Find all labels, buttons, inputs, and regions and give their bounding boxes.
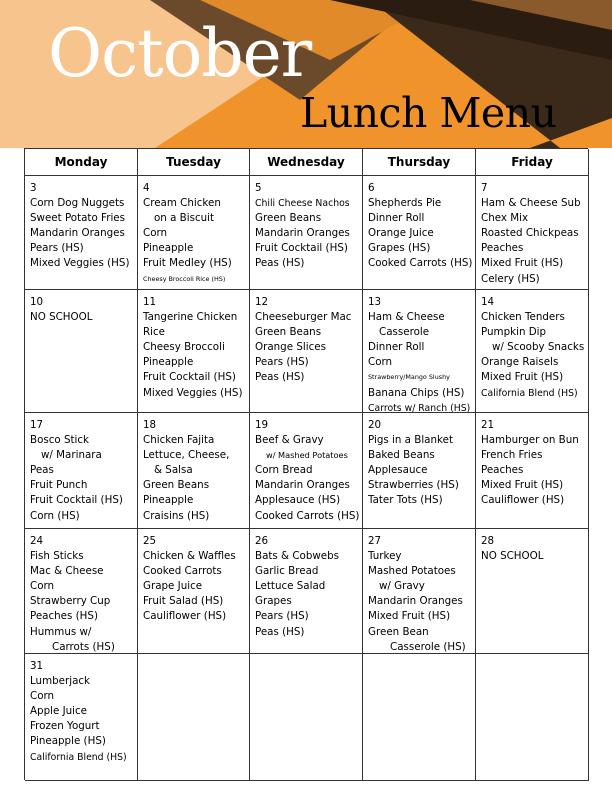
menu-item: Applesauce (HS) — [255, 494, 341, 507]
day-cell — [250, 290, 363, 413]
calendar-grid — [24, 148, 588, 780]
menu-item: Cream Chicken — [143, 197, 221, 210]
menu-item: Orange Slices — [255, 341, 326, 354]
date-number: 21 — [481, 419, 495, 431]
menu-item: Mixed Fruit (HS) — [368, 610, 451, 623]
menu-item: Mixed Fruit (HS) — [481, 257, 564, 270]
menu-item: Fruit Cocktail (HS) — [255, 242, 348, 255]
menu-item: Cheesy Broccoli — [143, 341, 225, 354]
menu-item: Celery (HS) — [481, 272, 540, 285]
menu-item: Mandarin Oranges — [255, 227, 350, 240]
menu-item: Peas — [30, 464, 54, 477]
menu-item: Ham & Cheese Sub — [481, 197, 581, 210]
date-number: 20 — [368, 419, 382, 431]
menu-item: w/ Marinara — [41, 449, 102, 462]
menu-item: Mixed Fruit (HS) — [481, 371, 564, 384]
menu-item: Sweet Potato Fries — [30, 212, 126, 225]
menu-item: Casserole (HS) — [390, 640, 466, 653]
menu-item: Dinner Roll — [368, 341, 425, 354]
day-header-monday: Monday — [25, 149, 138, 176]
menu-item: Casserole — [379, 326, 430, 339]
menu-item: w/ Mashed Potatoes — [266, 450, 348, 461]
menu-item: Lettuce, Cheese, — [143, 449, 230, 462]
date-number: 14 — [481, 296, 495, 308]
menu-item: Chicken & Waffles — [143, 550, 236, 563]
menu-item: Cooked Carrots (HS) — [368, 257, 473, 270]
menu-item: Apple Juice — [30, 705, 88, 718]
day-cell — [476, 176, 589, 290]
menu-item: Fruit Punch — [30, 479, 88, 492]
menu-item: Grapes (HS) — [368, 242, 431, 255]
day-header-tuesday: Tuesday — [138, 149, 250, 176]
date-number: 12 — [255, 296, 269, 308]
menu-item: Dinner Roll — [368, 212, 425, 225]
menu-item: Fruit Salad (HS) — [143, 595, 224, 608]
menu-item: Cauliflower (HS) — [143, 610, 227, 623]
day-cell — [250, 413, 363, 529]
date-number: 17 — [30, 419, 44, 431]
menu-item: w/ Scooby Snacks — [492, 341, 585, 354]
day-cell — [363, 654, 476, 781]
menu-item: Hummus w/ — [30, 625, 92, 638]
title-month: October — [48, 15, 312, 92]
date-number: 26 — [255, 535, 269, 547]
menu-item: Mandarin Oranges — [368, 595, 463, 608]
menu-item: Chili Cheese Nachos — [255, 198, 350, 210]
day-cell — [25, 654, 138, 781]
day-cell — [363, 176, 476, 290]
menu-item: Cooked Carrots — [143, 565, 222, 578]
menu-item: Carrots (HS) — [52, 640, 115, 653]
menu-item: Mixed Veggies (HS) — [143, 386, 243, 399]
day-cell — [25, 176, 138, 290]
menu-item: Turkey — [368, 550, 402, 563]
menu-item: Peas (HS) — [255, 257, 305, 270]
menu-item: Grapes — [255, 595, 292, 608]
day-cell — [25, 413, 138, 529]
menu-item: Pumpkin Dip — [481, 326, 547, 339]
title-subtitle: Lunch Menu — [300, 89, 557, 137]
menu-item: Cooked Carrots (HS) — [255, 509, 360, 522]
menu-item: Applesauce — [368, 464, 428, 477]
menu-item: French Fries — [481, 449, 543, 462]
date-number: 31 — [30, 660, 44, 672]
menu-item: Pineapple — [143, 356, 194, 369]
menu-item: California Blend (HS) — [30, 751, 127, 763]
menu-item: Fruit Medley (HS) — [143, 257, 232, 270]
date-number: 10 — [30, 296, 44, 308]
menu-item: Peaches (HS) — [30, 610, 98, 623]
day-cell — [138, 654, 250, 781]
day-cell — [25, 529, 138, 654]
date-number: 4 — [143, 182, 150, 194]
day-header-thursday: Thursday — [363, 149, 476, 176]
menu-item: Garlic Bread — [255, 565, 319, 578]
menu-item: Hamburger on Bun — [481, 434, 579, 447]
day-cell — [25, 290, 138, 413]
menu-item: Corn — [368, 356, 393, 369]
menu-item: Craisins (HS) — [143, 509, 210, 522]
day-cell — [476, 290, 589, 413]
menu-item: Roasted Chickpeas — [481, 227, 579, 240]
day-cell — [476, 529, 589, 654]
menu-item: Grape Juice — [143, 580, 203, 593]
menu-item: Lettuce Salad — [255, 580, 326, 593]
menu-item: Pears (HS) — [255, 610, 309, 623]
day-cell — [138, 529, 250, 654]
date-number: 25 — [143, 535, 157, 547]
menu-item: Rice — [143, 326, 166, 339]
menu-item: Pineapple — [143, 242, 194, 255]
menu-item: Baked Beans — [368, 449, 435, 462]
menu-item: Pears (HS) — [30, 242, 84, 255]
menu-item: Mixed Fruit (HS) — [481, 479, 564, 492]
menu-item: Peas (HS) — [255, 371, 305, 384]
menu-item: Mashed Potatoes — [368, 565, 456, 578]
menu-item: Peas (HS) — [255, 625, 305, 638]
day-cell — [250, 529, 363, 654]
date-number: 13 — [368, 296, 382, 308]
date-number: 7 — [481, 182, 488, 194]
menu-item: Green Bean — [368, 625, 429, 638]
day-header-wednesday: Wednesday — [250, 149, 363, 176]
menu-item: Strawberry Cup — [30, 595, 111, 608]
menu-item: California Blend (HS) — [481, 387, 578, 399]
menu-item: Mac & Cheese — [30, 565, 104, 578]
menu-item: on a Biscuit — [154, 212, 215, 225]
menu-item: Shepherds Pie — [368, 197, 442, 210]
menu-item: Corn Dog Nuggets — [30, 197, 125, 210]
menu-item: Banana Chips (HS) — [368, 386, 465, 399]
menu-item: Corn Bread — [255, 464, 313, 477]
menu-item: Peaches — [481, 464, 524, 477]
menu-item: Ham & Cheese — [368, 311, 445, 324]
day-cell — [363, 529, 476, 654]
menu-item: Cheesy Broccoli Rice (HS) — [143, 274, 226, 283]
menu-item: Chicken Tenders — [481, 311, 565, 324]
date-number: 24 — [30, 535, 44, 547]
menu-item: Orange Raisels — [481, 356, 559, 369]
date-number: 3 — [30, 182, 37, 194]
menu-item: Pineapple — [143, 494, 194, 507]
menu-item: Chex Mix — [481, 212, 529, 225]
day-cell — [476, 654, 589, 781]
menu-item: Green Beans — [143, 479, 210, 492]
date-number: 11 — [143, 296, 157, 308]
menu-item: Corn — [30, 690, 55, 703]
menu-item: Green Beans — [255, 326, 322, 339]
menu-item: Frozen Yogurt — [30, 720, 100, 733]
menu-item: Lumberjack — [30, 675, 91, 688]
day-cell — [250, 654, 363, 781]
date-number: 28 — [481, 535, 495, 547]
menu-item: Orange Juice — [368, 227, 434, 240]
menu-item: Strawberry/Mango Slushy — [368, 373, 450, 382]
date-number: 6 — [368, 182, 375, 194]
menu-item: & Salsa — [154, 464, 193, 477]
menu-item: Chicken Fajita — [143, 434, 215, 447]
day-cell — [476, 413, 589, 529]
day-cell — [138, 413, 250, 529]
menu-item: NO SCHOOL — [481, 550, 544, 563]
menu-item: Corn — [30, 580, 55, 593]
menu-item: Pineapple (HS) — [30, 735, 106, 748]
menu-item: Bats & Cobwebs — [255, 550, 340, 563]
menu-item: Carrots w/ Ranch (HS) — [368, 402, 471, 413]
menu-item: Pears (HS) — [255, 356, 309, 369]
day-cell — [138, 290, 250, 413]
date-number: 18 — [143, 419, 157, 431]
menu-item: Cauliflower (HS) — [481, 494, 565, 507]
menu-item: Mandarin Oranges — [30, 227, 125, 240]
menu-item: Fruit Cocktail (HS) — [143, 371, 236, 384]
menu-item: Fruit Cocktail (HS) — [30, 494, 123, 507]
menu-item: Mandarin Oranges — [255, 479, 350, 492]
date-number: 5 — [255, 182, 262, 194]
menu-item: Pigs in a Blanket — [368, 434, 453, 447]
menu-item: Corn — [143, 227, 168, 240]
date-number: 19 — [255, 419, 269, 431]
day-cell — [138, 176, 250, 290]
menu-item: Peaches — [481, 242, 524, 255]
menu-item: Green Beans — [255, 212, 322, 225]
day-cell — [363, 290, 476, 413]
day-header-friday: Friday — [476, 149, 589, 176]
date-number: 27 — [368, 535, 382, 547]
menu-item: Mixed Veggies (HS) — [30, 257, 130, 270]
menu-item: w/ Gravy — [379, 580, 425, 593]
menu-item: Tangerine Chicken — [143, 311, 238, 324]
menu-item: Beef & Gravy — [255, 434, 324, 447]
day-cell — [363, 413, 476, 529]
menu-item: Fish Sticks — [30, 550, 84, 563]
menu-item: Tater Tots (HS) — [368, 494, 443, 507]
menu-item: Corn (HS) — [30, 509, 80, 522]
menu-item: Cheeseburger Mac — [255, 311, 352, 324]
menu-item: NO SCHOOL — [30, 311, 93, 324]
day-cell — [250, 176, 363, 290]
menu-item: Bosco Stick — [30, 434, 90, 447]
menu-item: Strawberries (HS) — [368, 479, 459, 492]
